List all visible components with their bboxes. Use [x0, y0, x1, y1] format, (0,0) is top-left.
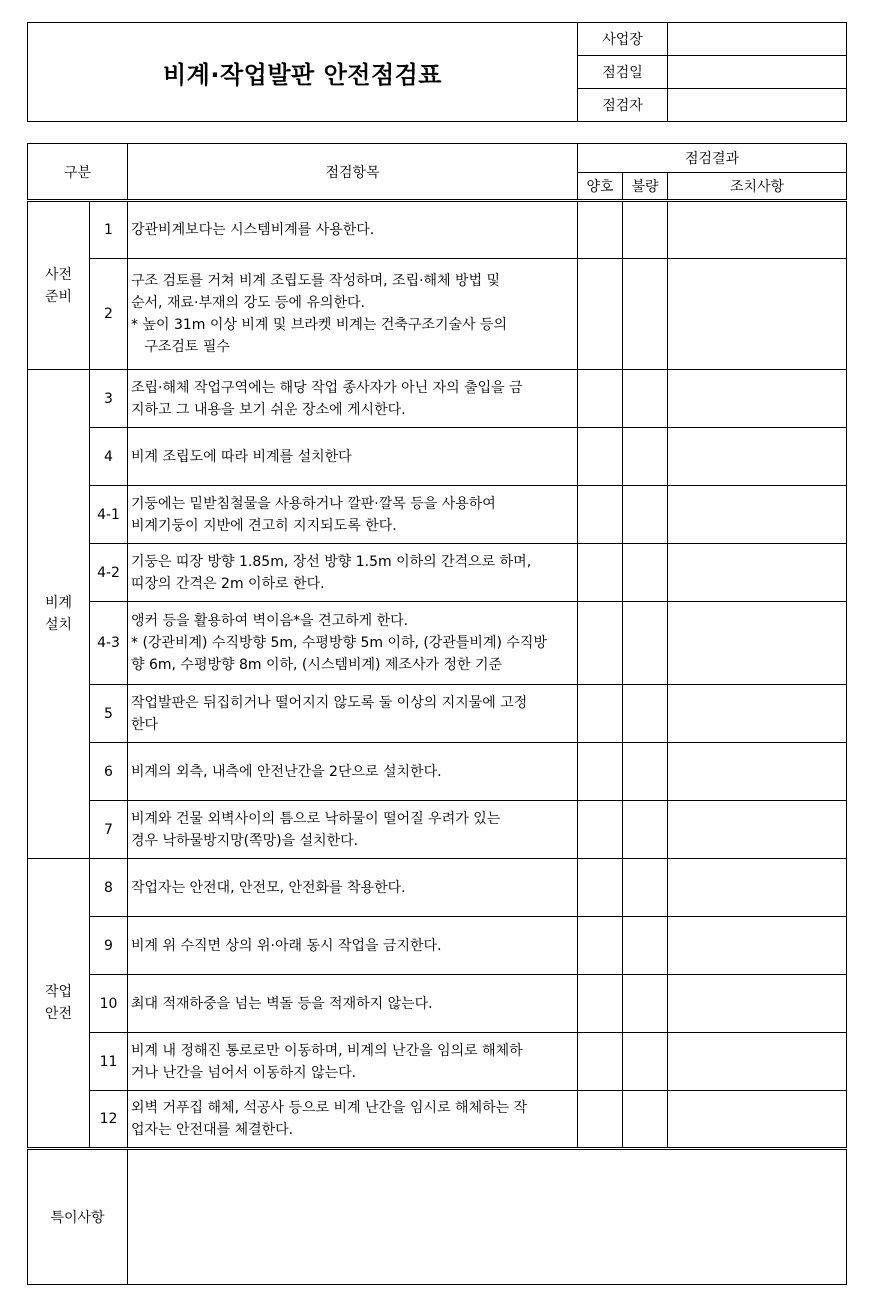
item-text: 강관비계보다는 시스템비계를 사용한다.	[128, 201, 578, 259]
item-text: 앵커 등을 활용하여 벽이음*을 견고하게 한다. * (강관비계) 수직방향 5m, 수평방향 5m 이하, (강관틀비계) 수직방 향 6m, 수평방향 8m 이하, (시스템비계) 제조사가 정한 기준	[128, 602, 578, 685]
action-cell[interactable]	[668, 743, 847, 801]
bad-check-cell[interactable]	[623, 602, 668, 685]
site-label: 사업장	[578, 23, 668, 56]
bad-check-cell[interactable]	[623, 1091, 668, 1149]
header-table	[27, 22, 847, 122]
bad-check-cell[interactable]	[623, 259, 668, 370]
inspector-field[interactable]	[668, 89, 847, 122]
group-label: 비계 설치	[28, 370, 90, 859]
table-row	[28, 201, 847, 259]
bad-check-cell[interactable]	[623, 917, 668, 975]
bad-check-cell[interactable]	[623, 544, 668, 602]
good-check-cell[interactable]	[578, 1091, 623, 1149]
bad-check-cell[interactable]	[623, 201, 668, 259]
group-label: 작업 안전	[28, 859, 90, 1149]
action-cell[interactable]	[668, 975, 847, 1033]
item-number: 12	[90, 1091, 128, 1149]
table-row	[28, 975, 847, 1033]
good-check-cell[interactable]	[578, 859, 623, 917]
group-label: 사전 준비	[28, 201, 90, 370]
item-text: 외벽 거푸집 해체, 석공사 등으로 비계 난간을 임시로 해체하는 작 업자는 안전대를 체결한다.	[128, 1091, 578, 1149]
item-number: 5	[90, 685, 128, 743]
action-cell[interactable]	[668, 1033, 847, 1091]
item-number: 6	[90, 743, 128, 801]
item-text: 비계의 외측, 내측에 안전난간을 2단으로 설치한다.	[128, 743, 578, 801]
good-header: 양호	[578, 173, 623, 201]
bad-check-cell[interactable]	[623, 975, 668, 1033]
good-check-cell[interactable]	[578, 370, 623, 428]
item-number: 10	[90, 975, 128, 1033]
item-text: 최대 적재하중을 넘는 벽돌 등을 적재하지 않는다.	[128, 975, 578, 1033]
bad-check-cell[interactable]	[623, 743, 668, 801]
table-row	[28, 370, 847, 428]
good-check-cell[interactable]	[578, 975, 623, 1033]
item-text: 작업자는 안전대, 안전모, 안전화를 착용한다.	[128, 859, 578, 917]
good-check-cell[interactable]	[578, 743, 623, 801]
action-cell[interactable]	[668, 1091, 847, 1149]
table-row	[28, 743, 847, 801]
good-check-cell[interactable]	[578, 917, 623, 975]
item-text: 비계 조립도에 따라 비계를 설치한다	[128, 428, 578, 486]
item-number: 4	[90, 428, 128, 486]
good-check-cell[interactable]	[578, 801, 623, 859]
item-number: 4-2	[90, 544, 128, 602]
item-text: 기둥에는 밑받침철물을 사용하거나 깔판·깔목 등을 사용하여 비계기둥이 지반에 견고히 지지되도록 한다.	[128, 486, 578, 544]
action-cell[interactable]	[668, 370, 847, 428]
bad-check-cell[interactable]	[623, 370, 668, 428]
inspection-date-field[interactable]	[668, 56, 847, 89]
action-cell[interactable]	[668, 685, 847, 743]
good-check-cell[interactable]	[578, 685, 623, 743]
item-text: 작업발판은 뒤집히거나 떨어지지 않도록 둘 이상의 지지물에 고정 한다	[128, 685, 578, 743]
remarks-label: 특이사항	[28, 1149, 128, 1285]
bad-check-cell[interactable]	[623, 859, 668, 917]
table-row	[28, 259, 847, 370]
item-number: 1	[90, 201, 128, 259]
site-field[interactable]	[668, 23, 847, 56]
action-cell[interactable]	[668, 201, 847, 259]
inspection-date-label: 점검일	[578, 56, 668, 89]
table-row	[28, 544, 847, 602]
inspector-label: 점검자	[578, 89, 668, 122]
remarks-field[interactable]	[128, 1149, 847, 1285]
item-text: 비계와 건물 외벽사이의 틈으로 낙하물이 떨어질 우려가 있는 경우 낙하물방지망(쪽망)을 설치한다.	[128, 801, 578, 859]
action-cell[interactable]	[668, 259, 847, 370]
table-row	[28, 917, 847, 975]
bad-check-cell[interactable]	[623, 685, 668, 743]
item-text: 비계 내 정해진 통로로만 이동하며, 비계의 난간을 임의로 해체하 거나 난간을 넘어서 이동하지 않는다.	[128, 1033, 578, 1091]
bad-check-cell[interactable]	[623, 428, 668, 486]
result-header: 점검결과	[578, 144, 847, 173]
action-cell[interactable]	[668, 859, 847, 917]
table-row	[28, 486, 847, 544]
table-row	[28, 859, 847, 917]
page-title: 비계·작업발판 안전점검표	[28, 23, 578, 122]
good-check-cell[interactable]	[578, 544, 623, 602]
action-cell[interactable]	[668, 917, 847, 975]
item-number: 2	[90, 259, 128, 370]
bad-header: 불량	[623, 173, 668, 201]
good-check-cell[interactable]	[578, 1033, 623, 1091]
bad-check-cell[interactable]	[623, 1033, 668, 1091]
good-check-cell[interactable]	[578, 428, 623, 486]
action-header: 조치사항	[668, 173, 847, 201]
table-row	[28, 428, 847, 486]
table-row	[28, 602, 847, 685]
action-cell[interactable]	[668, 486, 847, 544]
item-header: 점검항목	[128, 144, 578, 201]
action-cell[interactable]	[668, 544, 847, 602]
good-check-cell[interactable]	[578, 201, 623, 259]
good-check-cell[interactable]	[578, 486, 623, 544]
action-cell[interactable]	[668, 428, 847, 486]
item-number: 7	[90, 801, 128, 859]
item-number: 11	[90, 1033, 128, 1091]
action-cell[interactable]	[668, 602, 847, 685]
action-cell[interactable]	[668, 801, 847, 859]
item-text: 비계 위 수직면 상의 위·아래 동시 작업을 금지한다.	[128, 917, 578, 975]
item-number: 4-1	[90, 486, 128, 544]
table-row	[28, 801, 847, 859]
checklist-table	[27, 143, 847, 1285]
item-text: 구조 검토를 거쳐 비계 조립도를 작성하며, 조립·해체 방법 및 순서, 재료·부재의 강도 등에 유의한다. * 높이 31m 이상 비계 및 브라켓 비계는 건축구조기술사 등의 구조검토 필수	[128, 259, 578, 370]
item-number: 8	[90, 859, 128, 917]
table-row	[28, 1033, 847, 1091]
table-row	[28, 1091, 847, 1149]
item-number: 3	[90, 370, 128, 428]
item-number: 9	[90, 917, 128, 975]
item-text: 조립·해체 작업구역에는 해당 작업 종사자가 아닌 자의 출입을 금 지하고 그 내용을 보기 쉬운 장소에 게시한다.	[128, 370, 578, 428]
good-check-cell[interactable]	[578, 602, 623, 685]
bad-check-cell[interactable]	[623, 486, 668, 544]
good-check-cell[interactable]	[578, 259, 623, 370]
table-row	[28, 685, 847, 743]
category-header: 구분	[28, 144, 128, 201]
item-number: 4-3	[90, 602, 128, 685]
item-text: 기둥은 띠장 방향 1.85m, 장선 방향 1.5m 이하의 간격으로 하며, 띠장의 간격은 2m 이하로 한다.	[128, 544, 578, 602]
bad-check-cell[interactable]	[623, 801, 668, 859]
